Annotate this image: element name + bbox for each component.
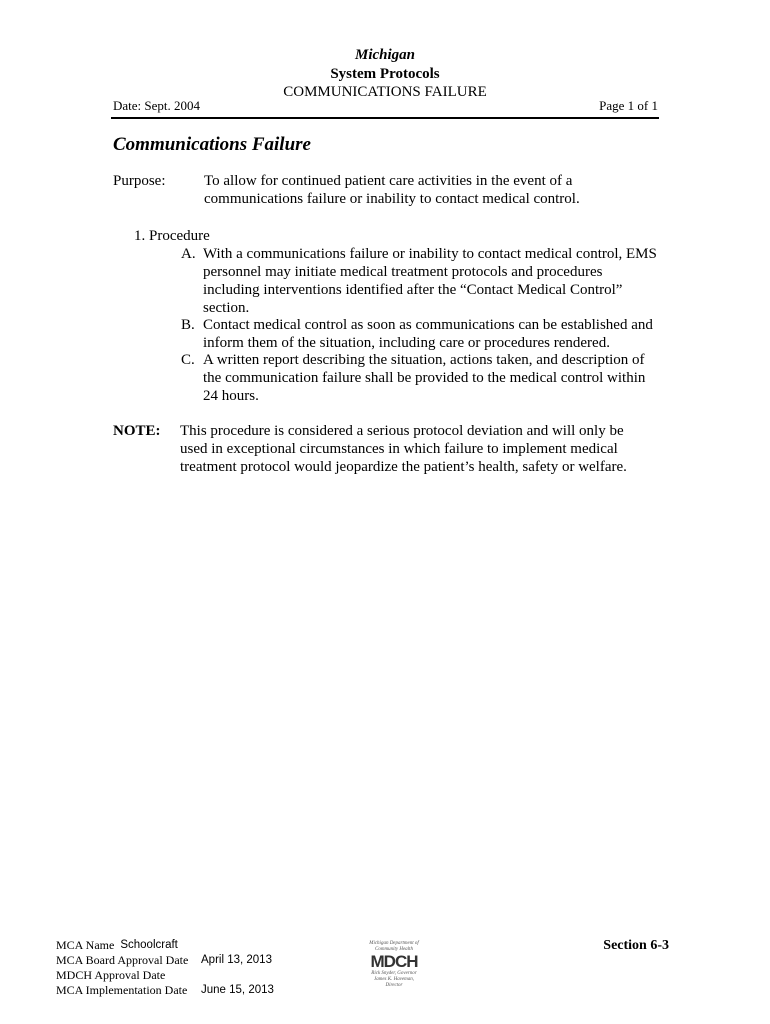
note-text: This procedure is considered a serious protocol deviation and will only be used in exceptional circumstances in which failure to implement medical treatment protocol would jeopardize the patient’s health, safety or welfare.: [180, 423, 627, 475]
mdch-approval-label: MDCH Approval Date: [56, 968, 166, 982]
procedure-heading: 1. Procedure: [134, 228, 210, 244]
item-text: With a communications failure or inability to contact medical control, EMS personnel may initiate medical treatment protocols and procedures including interventions identified after the “Contact Medical Control” section.: [203, 246, 657, 316]
header-state: Michigan: [354, 47, 415, 63]
item-letter: A.: [181, 246, 196, 262]
board-approval-label: MCA Board Approval Date: [56, 953, 189, 967]
logo-officials-text: Rick Snyder, Governor James K. Haveman, Director: [371, 971, 417, 988]
mca-name-value: Schoolcraft: [120, 939, 178, 951]
item-text: Contact medical control as soon as communications can be established and inform them of the situation, including care or procedures rendered.: [203, 317, 653, 351]
item-letter: B.: [181, 317, 195, 333]
procedure-item-b: [181, 316, 661, 352]
note-label: NOTE:: [113, 423, 161, 439]
header-protocols: System Protocols: [330, 66, 440, 82]
section-number: Section 6-3: [603, 938, 669, 953]
footer-approval-block: [56, 938, 274, 998]
logo-department-text: Michigan Department of Community Health: [369, 941, 419, 952]
mdch-logo: [368, 941, 420, 987]
header-title: COMMUNICATIONS FAILURE: [283, 84, 487, 100]
purpose-text: To allow for continued patient care activities in the event of a communications failure or inability to contact medical control.: [204, 173, 580, 207]
item-letter: C.: [181, 352, 195, 368]
header-date: Date: Sept. 2004: [113, 98, 201, 113]
document-title: Communications Failure: [113, 134, 311, 155]
procedure-item-a: [181, 245, 661, 317]
board-approval-value: April 13, 2013: [201, 954, 272, 966]
mca-name-label: MCA Name: [56, 938, 115, 952]
implementation-label: MCA Implementation Date: [56, 983, 188, 997]
procedure-item-c: [181, 351, 661, 405]
logo-mdch-text: MDCH: [370, 952, 418, 971]
purpose-label: Purpose:: [113, 173, 166, 189]
implementation-value: June 15, 2013: [201, 984, 274, 996]
header-rule: [111, 117, 659, 119]
item-text: A written report describing the situation, actions taken, and description of the communication failure shall be provided to the medical control within 24 hours.: [203, 352, 646, 404]
document-header: [0, 46, 770, 101]
page-number: Page 1 of 1: [599, 98, 658, 113]
